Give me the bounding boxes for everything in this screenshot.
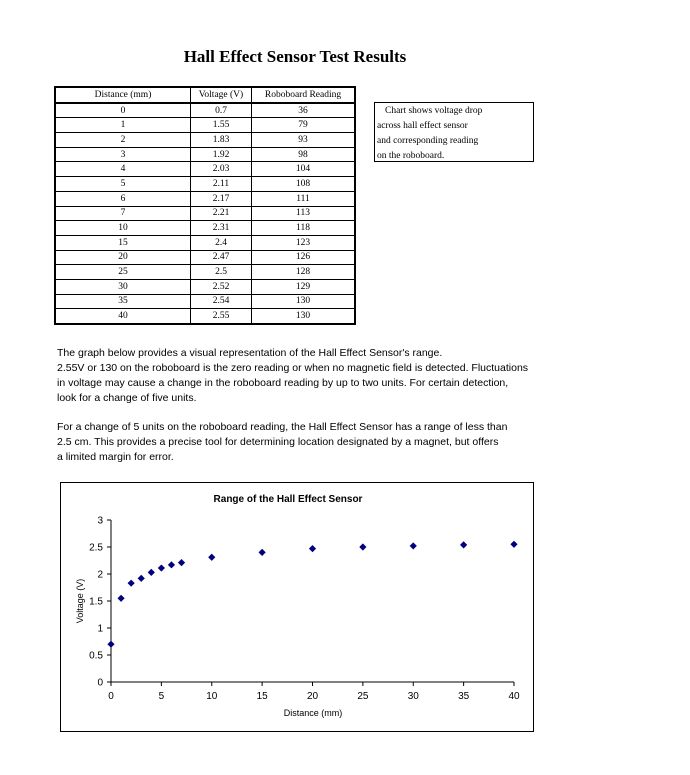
cell-voltage: 2.31 (191, 221, 252, 236)
data-point (117, 595, 124, 602)
cell-distance: 7 (55, 206, 191, 221)
x-tick-label: 40 (508, 691, 520, 702)
cell-reading: 79 (252, 118, 356, 133)
data-point (410, 542, 417, 549)
precision-paragraph (57, 420, 627, 465)
cell-voltage: 2.17 (191, 191, 252, 206)
x-tick-label: 15 (256, 691, 268, 702)
table-row (55, 235, 355, 250)
chart-title: Range of the Hall Effect Sensor (213, 494, 363, 505)
data-point (107, 641, 114, 648)
note-line: and corresponding reading (377, 136, 479, 146)
paragraph-line: The graph below provides a visual representation of the Hall Effect Sensor's range. (57, 347, 443, 359)
data-point (460, 541, 467, 548)
cell-reading: 130 (252, 294, 356, 309)
y-tick-label: 2.5 (89, 542, 103, 554)
note-line: on the roboboard. (377, 151, 445, 161)
data-point (148, 569, 155, 576)
data-point (178, 559, 185, 566)
cell-distance: 5 (55, 177, 191, 192)
cell-voltage: 1.83 (191, 133, 252, 148)
scatter-chart (61, 483, 533, 731)
table-row (55, 250, 355, 265)
y-tick-label: 3 (97, 515, 103, 527)
cell-voltage: 2.21 (191, 206, 252, 221)
header-voltage: Voltage (V) (191, 87, 252, 103)
y-tick-label: 1.5 (89, 596, 103, 608)
data-point (138, 575, 145, 582)
table-header-row (55, 87, 355, 103)
data-point (359, 543, 366, 550)
range-paragraph (57, 346, 627, 406)
cell-distance: 4 (55, 162, 191, 177)
cell-reading: 118 (252, 221, 356, 236)
note-line: across hall effect sensor (377, 121, 468, 131)
paragraph-line: For a change of 5 units on the roboboard reading, the Hall Effect Sensor has a range of less than (57, 421, 508, 433)
header-reading: Roboboard Reading (252, 87, 356, 103)
y-tick-label: 0 (97, 677, 103, 689)
data-point (158, 564, 165, 571)
cell-reading: 130 (252, 309, 356, 324)
x-tick-label: 0 (108, 691, 114, 702)
data-point (309, 545, 316, 552)
paragraph-line: look for a change of five units. (57, 392, 197, 404)
table-row (55, 309, 355, 324)
cell-reading: 113 (252, 206, 356, 221)
cell-distance: 0 (55, 103, 191, 118)
table-row (55, 162, 355, 177)
cell-distance: 15 (55, 235, 191, 250)
paragraph-line: in voltage may cause a change in the roboboard reading by up to two units. For certain detection, (57, 377, 509, 389)
cell-distance: 6 (55, 191, 191, 206)
cell-distance: 2 (55, 133, 191, 148)
cell-reading: 123 (252, 235, 356, 250)
cell-distance: 30 (55, 279, 191, 294)
data-point (259, 549, 266, 556)
note-line: Chart shows voltage drop (385, 106, 483, 116)
header-distance: Distance (mm) (55, 87, 191, 103)
table-row (55, 118, 355, 133)
x-tick-label: 20 (306, 691, 319, 702)
paragraph-line: 2.5 cm. This provides a precise tool for determining location designated by a magnet, but offers (57, 436, 499, 448)
cell-distance: 1 (55, 118, 191, 133)
y-tick-label: 0.5 (89, 650, 103, 662)
cell-voltage: 2.03 (191, 162, 252, 177)
cell-voltage: 1.92 (191, 147, 252, 162)
table-row (55, 206, 355, 221)
chart-frame (60, 482, 534, 732)
page-title: Hall Effect Sensor Test Results (183, 47, 407, 66)
table-row (55, 294, 355, 309)
cell-voltage: 2.5 (191, 265, 252, 280)
data-point (208, 554, 215, 561)
x-tick-label: 30 (407, 691, 419, 702)
cell-distance: 25 (55, 265, 191, 280)
cell-voltage: 0.7 (191, 103, 252, 118)
cell-reading: 36 (252, 103, 356, 118)
cell-distance: 10 (55, 221, 191, 236)
cell-reading: 108 (252, 177, 356, 192)
x-tick-label: 35 (458, 691, 470, 702)
data-point (128, 580, 135, 587)
chart-note (374, 102, 534, 162)
table-row (55, 279, 355, 294)
cell-reading: 126 (252, 250, 356, 265)
cell-reading: 129 (252, 279, 356, 294)
cell-voltage: 2.4 (191, 235, 252, 250)
x-axis-label: Distance (mm) (283, 708, 343, 718)
cell-distance: 20 (55, 250, 191, 265)
cell-voltage: 1.55 (191, 118, 252, 133)
cell-voltage: 2.54 (191, 294, 252, 309)
table-row (55, 147, 355, 162)
y-tick-label: 1 (97, 623, 103, 635)
cell-reading: 104 (252, 162, 356, 177)
cell-distance: 3 (55, 147, 191, 162)
results-table (54, 86, 356, 325)
cell-reading: 111 (252, 191, 356, 206)
y-tick-label: 2 (97, 569, 103, 581)
x-tick-label: 5 (158, 691, 165, 702)
cell-reading: 98 (252, 147, 356, 162)
cell-voltage: 2.52 (191, 279, 252, 294)
x-tick-label: 25 (357, 691, 369, 702)
table-row (55, 177, 355, 192)
paragraph-line: a limited margin for error. (57, 451, 174, 463)
cell-distance: 40 (55, 309, 191, 324)
cell-voltage: 2.55 (191, 309, 252, 324)
y-axis-label: Voltage (V) (75, 578, 85, 624)
table-row (55, 221, 355, 236)
data-point (168, 561, 175, 568)
cell-distance: 35 (55, 294, 191, 309)
paragraph-line: 2.55V or 130 on the roboboard is the zero reading or when no magnetic field is detected. Fluctuations (57, 362, 529, 374)
table-row (55, 191, 355, 206)
data-point (510, 541, 517, 548)
cell-voltage: 2.47 (191, 250, 252, 265)
table-row (55, 133, 355, 148)
table-row (55, 103, 355, 118)
cell-reading: 93 (252, 133, 356, 148)
cell-voltage: 2.11 (191, 177, 252, 192)
x-tick-label: 10 (206, 691, 218, 702)
table-row (55, 265, 355, 280)
cell-reading: 128 (252, 265, 356, 280)
